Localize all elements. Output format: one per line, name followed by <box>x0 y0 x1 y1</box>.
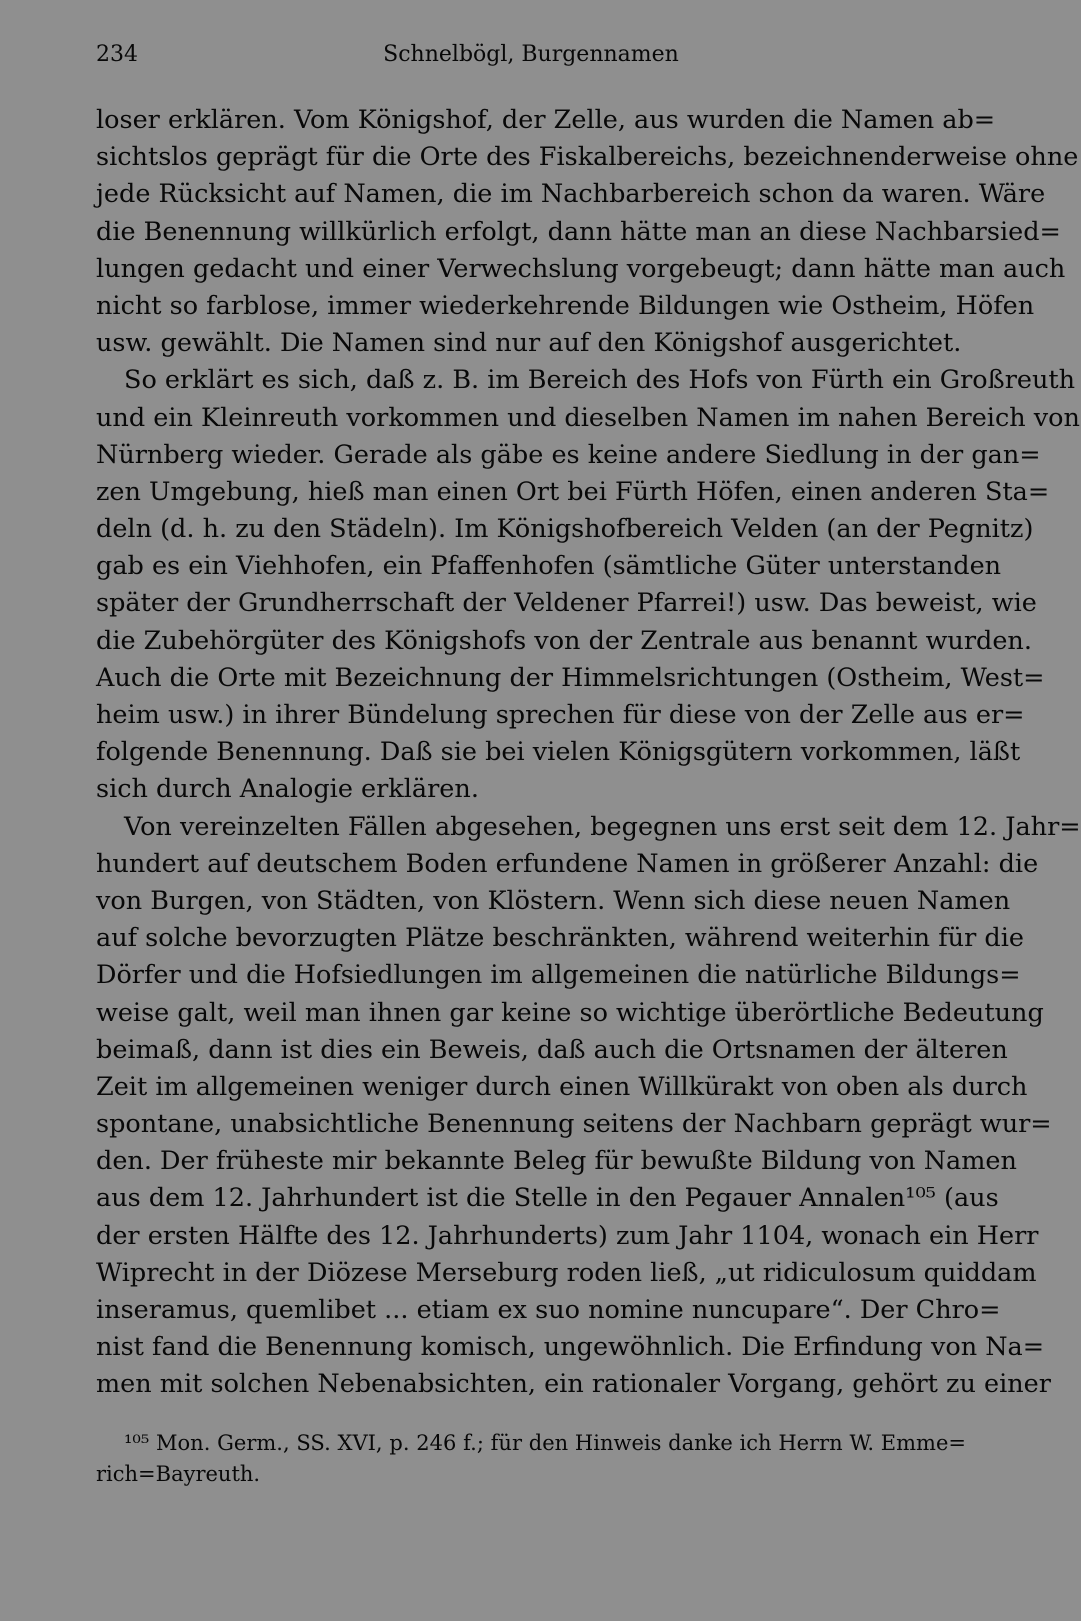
text-line: gab es ein Viehhofen, ein Pfaffenhofen (sämtliche Güter unterstanden <box>96 551 1002 582</box>
text-line: lungen gedacht und einer Verwechslung vorgebeugt; dann hätte man auch <box>96 253 1066 284</box>
text-line: der ersten Hälfte des 12. Jahrhunderts) zum Jahr 1104, wonach ein Herr <box>96 1220 1039 1251</box>
text-line: Nürnberg wieder. Gerade als gäbe es keine andere Siedlung in der gan= <box>96 439 1041 470</box>
text-line: Dörfer und die Hofsiedlungen im allgemeinen die natürliche Bildungs= <box>96 960 1021 991</box>
text-line: heim usw.) in ihrer Bündelung sprechen für diese von der Zelle aus er= <box>96 700 1025 730</box>
text-line: die Benennung willkürlich erfolgt, dann hätte man an diese Nachbarsied= <box>96 216 1061 247</box>
text-line: auf solche bevorzugten Plätze beschränkten, während weiterhin für die <box>96 923 1024 954</box>
text-line: später der Grundherrschaft der Veldener Pfarrei!) usw. Das beweist, wie <box>96 588 1037 619</box>
body-text <box>96 102 1081 1404</box>
page-header <box>96 42 966 78</box>
text-line: deln (d. h. zu den Städeln). Im Königshofbereich Velden (an der Pegnitz) <box>96 514 1034 545</box>
text-line: weise galt, weil man ihnen gar keine so wichtige überörtliche Bedeutung <box>96 997 1044 1028</box>
page-number: 234 <box>96 42 138 67</box>
running-title: Schnelbögl, Burgennamen <box>383 42 679 67</box>
text-line: nist fand die Benennung komisch, ungewöhnlich. Die Erfindung von Na= <box>96 1332 1045 1363</box>
text-line: und ein Kleinreuth vorkommen und dieselben Namen im nahen Bereich von <box>96 402 1080 433</box>
text-line: sichtslos geprägt für die Orte des Fiskalbereichs, bezeichnenderweise ohne <box>96 142 1079 173</box>
text-line: nicht so farblose, immer wiederkehrende Bildungen wie Ostheim, Höfen <box>96 290 1035 321</box>
text-line: men mit solchen Nebenabsichten, ein rationaler Vorgang, gehört zu einer <box>96 1369 1051 1400</box>
text-line: folgende Benennung. Daß sie bei vielen Königsgütern vorkommen, läßt <box>96 737 1021 768</box>
footnote-line: ¹⁰⁵ Mon. Germ., SS. XVI, p. 246 f.; für den Hinweis danke ich Herrn W. Emme= <box>124 1431 966 1455</box>
text-line: den. Der früheste mir bekannte Beleg für bewußte Bildung von Namen <box>96 1146 1017 1177</box>
text-line: Auch die Orte mit Bezeichnung der Himmelsrichtungen (Ostheim, West= <box>96 662 1045 693</box>
text-line: Von vereinzelten Fällen abgesehen, begegnen uns erst seit dem 12. Jahr= <box>124 811 1081 842</box>
text-line: Wiprecht in der Diözese Merseburg roden ließ, „ut ridiculosum quiddam <box>96 1257 1037 1288</box>
text-line: inseramus, quemlibet ... etiam ex suo nomine nuncupare“. Der Chro= <box>96 1295 1001 1325</box>
text-line: hundert auf deutschem Boden erfundene Namen in größerer Anzahl: die <box>96 848 1039 879</box>
text-line: sich durch Analogie erklären. <box>96 774 479 805</box>
text-line: beimaß, dann ist dies ein Beweis, daß auch die Ortsnamen der älteren <box>96 1034 1008 1065</box>
footnotes <box>96 1428 966 1490</box>
text-line: die Zubehörgüter des Königshofs von der Zentrale aus benannt wurden. <box>96 625 1032 656</box>
text-line: von Burgen, von Städten, von Klöstern. Wenn sich diese neuen Namen <box>96 885 1011 916</box>
footnote-line: rich=Bayreuth. <box>96 1462 261 1486</box>
text-line: zen Umgebung, hieß man einen Ort bei Fürth Höfen, einen anderen Sta= <box>96 476 1050 507</box>
text-line: So erklärt es sich, daß z. B. im Bereich des Hofs von Fürth ein Großreuth <box>124 365 1076 396</box>
text-line: loser erklären. Vom Königshof, der Zelle, aus wurden die Namen ab= <box>96 105 996 135</box>
text-line: jede Rücksicht auf Namen, die im Nachbarbereich schon da waren. Wäre <box>96 179 1046 210</box>
text-line: spontane, unabsichtliche Benennung seitens der Nachbarn geprägt wur= <box>96 1109 1052 1140</box>
text-line: usw. gewählt. Die Namen sind nur auf den Königshof ausgerichtet. <box>96 328 962 359</box>
text-line: Zeit im allgemeinen weniger durch einen Willkürakt von oben als durch <box>96 1071 1028 1102</box>
text-line: aus dem 12. Jahrhundert ist die Stelle in den Pegauer Annalen¹⁰⁵ (aus <box>96 1183 999 1214</box>
